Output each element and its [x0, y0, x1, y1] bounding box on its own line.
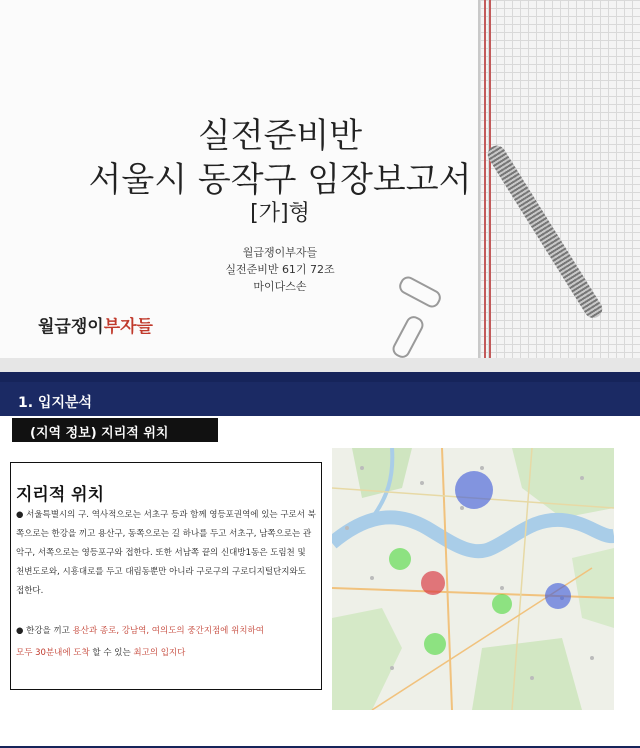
cover-title-line2: 서울시 동작구 임장보고서 [88, 160, 472, 200]
seoul-map-image [332, 448, 614, 710]
brand-logo-red: 부자들 [103, 317, 153, 337]
map-marker-green [424, 633, 446, 655]
map-marker-green [389, 548, 411, 570]
map-marker-blue [545, 583, 571, 609]
map-marker-red [421, 571, 445, 595]
bullet2-red-1: 용산과 종로, 강남역, 여의도의 중간지점에 위치하여 [72, 626, 264, 636]
cover-title-line1: 실전준비반 [197, 116, 363, 156]
bullet2-plain-2: 할 수 있는 [89, 648, 134, 658]
cover-author: 마이다스손 [253, 280, 307, 293]
bullet2-plain-1: ● 한강을 끼고 [16, 626, 73, 636]
info-bullet-2 [16, 620, 316, 664]
brand-logo-dark: 월급쟁이 [38, 317, 104, 337]
slide-gap [0, 358, 640, 372]
cover-team: 월급쟁이부자들 [242, 246, 318, 259]
bullet2-red-3: 최고의 입지다 [133, 648, 186, 658]
brand-logo [38, 312, 153, 337]
location-slide [0, 372, 640, 748]
map-marker-blue [455, 471, 493, 509]
top-accent-bar [0, 372, 640, 382]
section-title: 1. 입지분석 [18, 395, 93, 411]
cover-title-line3: [가]형 [250, 201, 310, 226]
paperclip-icon [390, 313, 427, 358]
section-bar [0, 382, 640, 416]
info-box-heading: 지리적 위치 [16, 485, 105, 505]
info-bullet-1: ● 서울특별시의 구. 역사적으로는 서초구 등과 함께 영등포권역에 있는 구로서 북쪽으로는 한강을 끼고 용산구, 동쪽으로는 길 하나를 두고 서초구, 남쪽으로는 관악구, 서쪽으로는 영등포구와 접한다. 또한 서남쪽 끝의 신대방1동은 도림천 및 천변도로와, 시흥대로를 두고 대림동뿐만 아니라 구로구의 구로디지털단지와도 접한다. [16, 510, 316, 596]
cover-class-info: 실전준비반 61기 72조 [225, 263, 335, 276]
map-marker-green [492, 594, 512, 614]
cover-slide [0, 0, 640, 358]
subsection-title: (지역 정보) 지리적 위치 [30, 426, 169, 441]
bullet2-red-2: 모두 30분내에 도착 [16, 648, 90, 658]
